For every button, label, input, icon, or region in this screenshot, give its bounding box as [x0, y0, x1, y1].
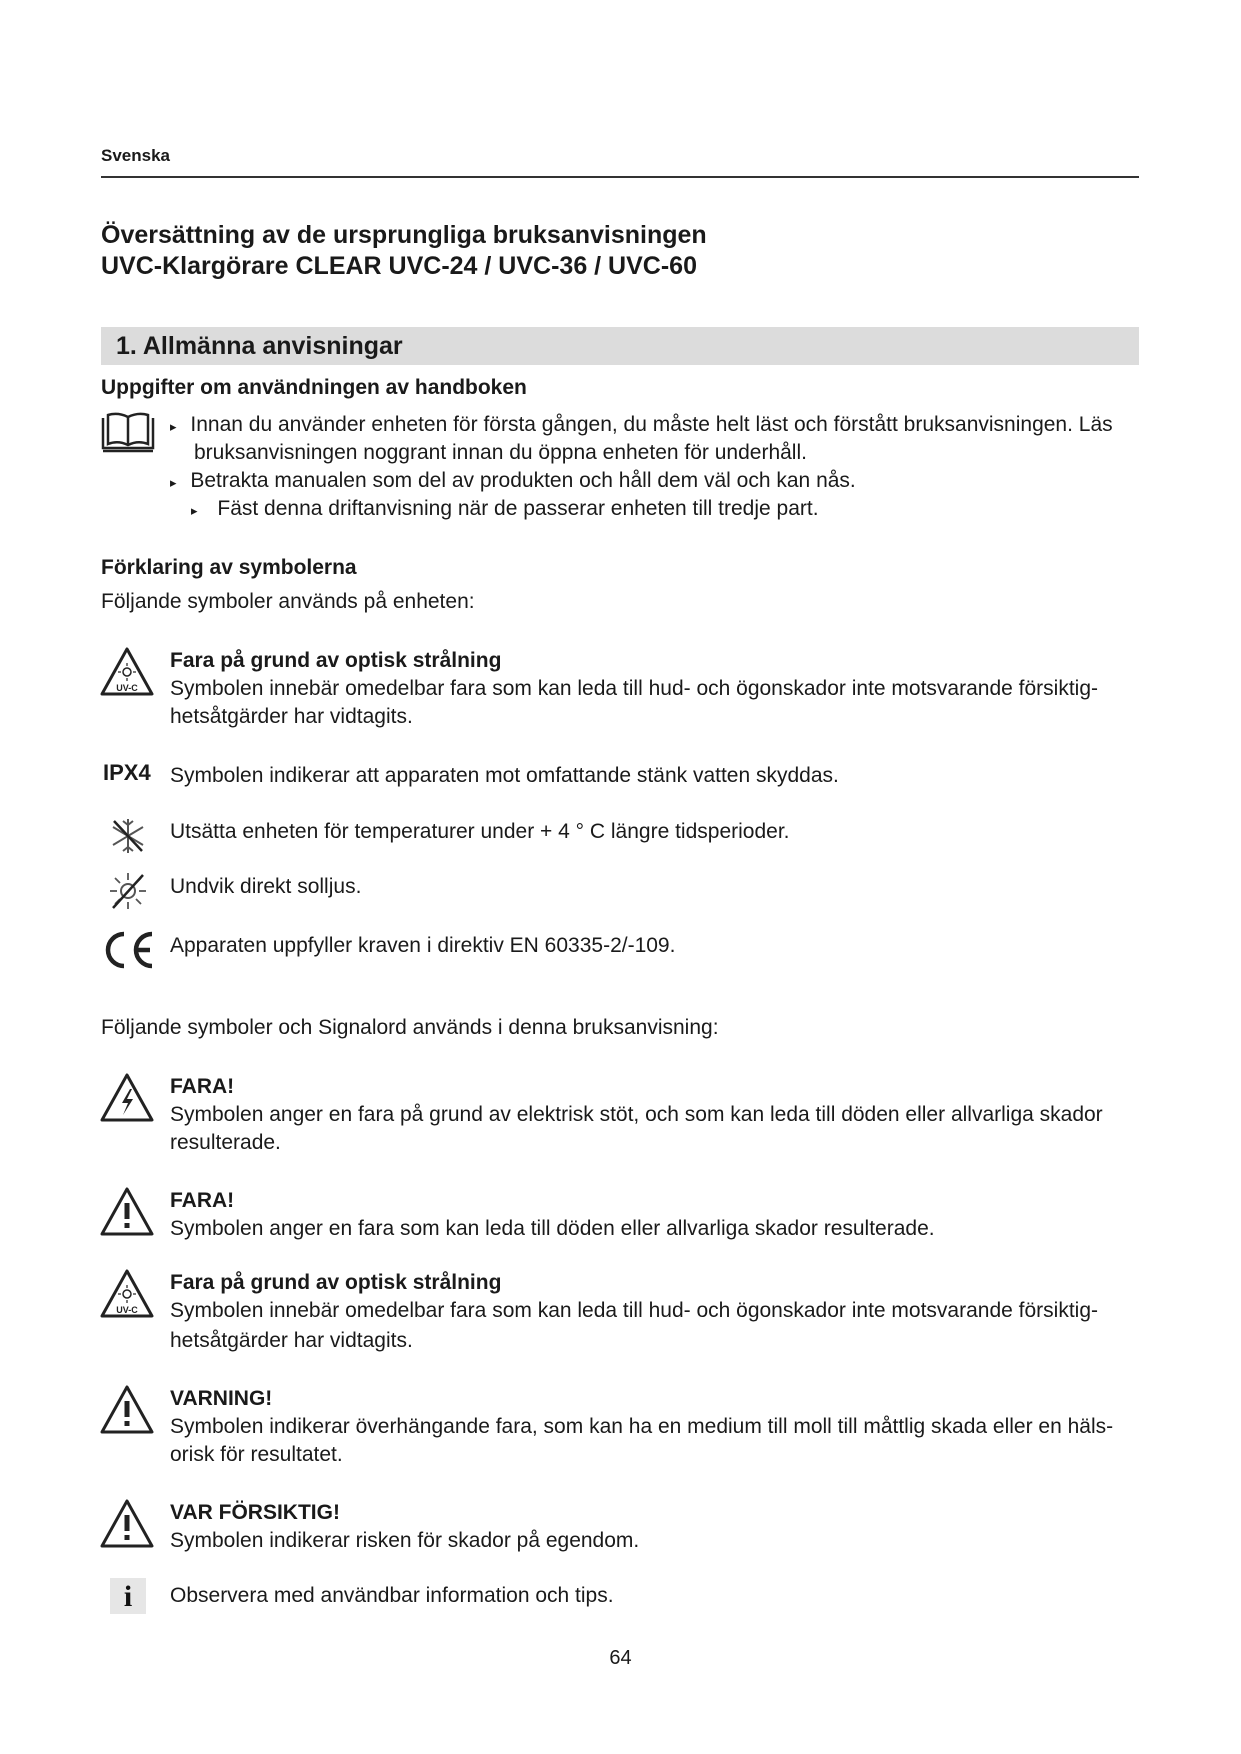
- title-line-2: UVC-Klargörare CLEAR UVC-24 / UVC-36 / UVC-60: [101, 252, 697, 280]
- signal-electric-line-1: Symbolen anger en fara på grund av elektrisk stöt, och som kan leda till döden eller allvarliga skador: [170, 1103, 1103, 1126]
- uvc-radiation-warning-icon: [99, 1268, 155, 1320]
- usage-bullet-1: [170, 411, 1113, 441]
- signal-electric-line-2: resulterade.: [170, 1131, 281, 1154]
- bullet-marker: ▸: [170, 419, 177, 434]
- warning-icon: [99, 1384, 155, 1436]
- signal-uvc-line-1: Symbolen innebär omedelbar fara som kan leda till hud- och ögonskador inte motsvarande försiktig-: [170, 1299, 1098, 1322]
- danger-warning-icon: [99, 1186, 155, 1238]
- symbol-sun-text: Undvik direkt solljus.: [170, 875, 362, 898]
- signal-danger-text: Symbolen anger en fara som kan leda till döden eller allvarliga skador resulterade.: [170, 1217, 935, 1240]
- header-rule: [101, 176, 1139, 178]
- signal-caution-title: VAR FÖRSIKTIG!: [170, 1501, 340, 1524]
- signal-uvc-line-2: hetsåtgärder har vidtagits.: [170, 1329, 413, 1352]
- language-label: Svenska: [101, 146, 170, 165]
- electric-shock-warning-icon: [99, 1072, 155, 1124]
- page-number: 64: [609, 1647, 632, 1669]
- ipx4-label: IPX4: [103, 760, 151, 785]
- symbol-ce-text: Apparaten uppfyller kraven i direktiv EN 60335-2/-109.: [170, 934, 676, 957]
- document-title: [101, 220, 707, 282]
- caution-icon: [99, 1498, 155, 1550]
- usage-bullet-1-line-1: Innan du använder enheten för första gången, du måste helt läst och förstått bruksanvisningen. Läs: [190, 413, 1113, 436]
- signal-electric-title: FARA!: [170, 1075, 235, 1098]
- usage-bullet-3-text: Fäst denna driftanvisning när de passerar enheten till tredje part.: [217, 497, 819, 520]
- signal-warning-title: VARNING!: [170, 1387, 273, 1410]
- symbol-uvc-line-2: hetsåtgärder har vidtagits.: [170, 705, 413, 728]
- signal-caution-text: Symbolen indikerar risken för skador på egendom.: [170, 1529, 640, 1552]
- title-line-1: Översättning av de ursprungliga bruksanvisningen: [101, 221, 707, 249]
- symbols-intro: Följande symboler används på enheten:: [101, 590, 475, 613]
- signal-warning-line-2: orisk för resultatet.: [170, 1443, 343, 1466]
- usage-heading: Uppgifter om användningen av handboken: [101, 376, 527, 399]
- bullet-marker: ▸: [170, 475, 177, 490]
- usage-bullet-2-text: Betrakta manualen som del av produkten och håll dem väl och kan nås.: [190, 469, 856, 492]
- signal-warning-line-1: Symbolen indikerar överhängande fara, som kan ha en medium till moll till måttlig skada eller en häls-: [170, 1415, 1114, 1438]
- bullet-marker: ▸: [191, 503, 198, 518]
- usage-bullet-1-line-2: bruksanvisningen noggrant innan du öppna enheten för underhåll.: [194, 441, 807, 464]
- signal-danger-title: FARA!: [170, 1189, 235, 1212]
- uvc-radiation-warning-icon: [99, 646, 155, 698]
- signal-intro: Följande symboler och Signalord används i denna bruksanvisning:: [101, 1016, 719, 1039]
- info-icon: i: [110, 1578, 146, 1614]
- ce-mark-icon: [100, 928, 158, 972]
- book-icon: [100, 412, 156, 454]
- symbol-uvc-line-1: Symbolen innebär omedelbar fara som kan leda till hud- och ögonskador inte motsvarande försiktig-: [170, 677, 1098, 700]
- signal-info-text: Observera med användbar information och tips.: [170, 1584, 614, 1607]
- sun-crossed-icon: [107, 870, 149, 912]
- uvc-label: UV-C: [116, 1305, 138, 1315]
- frost-crossed-icon: [108, 815, 148, 857]
- symbol-uvc-title: Fara på grund av optisk strålning: [170, 649, 502, 672]
- uvc-label: UV-C: [116, 683, 138, 693]
- usage-bullet-3: [191, 495, 819, 525]
- symbol-ipx4-text: Symbolen indikerar att apparaten mot omfattande stänk vatten skyddas.: [170, 764, 839, 787]
- symbols-heading: Förklaring av symbolerna: [101, 556, 357, 579]
- usage-bullet-2: [170, 467, 856, 497]
- symbol-frost-text: Utsätta enheten för temperaturer under + 4 ° C längre tidsperioder.: [170, 820, 790, 843]
- section-title: 1. Allmänna anvisningar: [116, 332, 403, 360]
- signal-uvc-title: Fara på grund av optisk strålning: [170, 1271, 502, 1294]
